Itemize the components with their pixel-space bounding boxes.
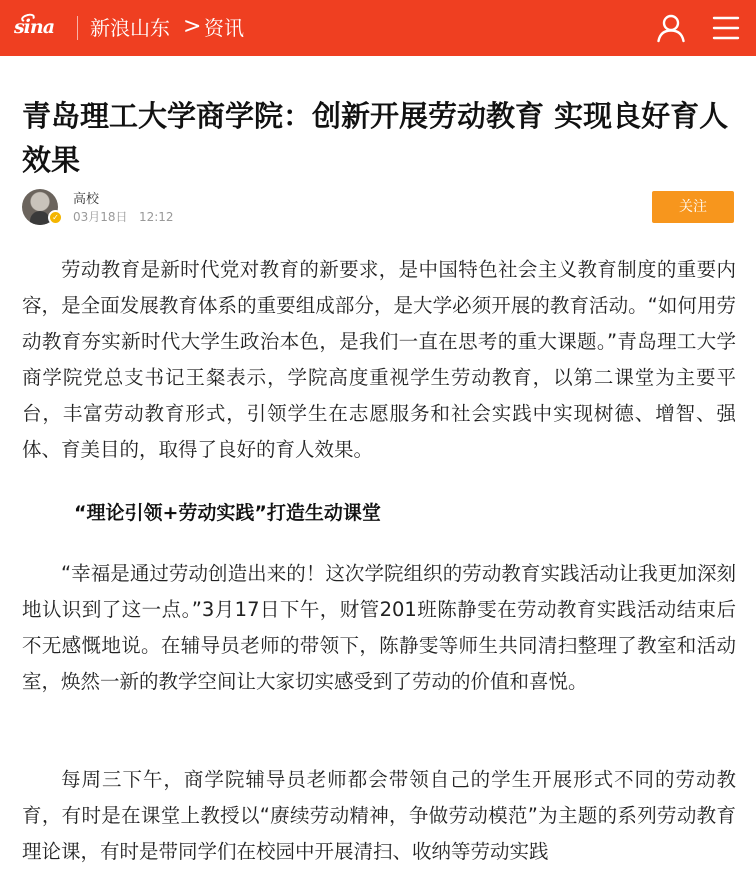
user-icon[interactable] <box>656 13 686 43</box>
logo-text: sina <box>13 16 55 38</box>
article-paragraph: 每周三下午，商学院辅导员老师都会带领自己的学生开展形式不同的劳动教育，有时是在课堂上教授以“赓续劳动精神，争做劳动模范”为主题的系列劳动教育理论课，有时是带同学们在校园中开展清扫、收纳等劳动实践 <box>22 768 736 863</box>
article-title: 青岛理工大学商学院：创新开展劳动教育 实现良好育人效果 <box>22 99 729 177</box>
breadcrumb-separator: > <box>183 14 202 39</box>
article-paragraph: 劳动教育是新时代党对教育的新要求，是中国特色社会主义教育制度的重要内容，是全面发展教育体系的重要组成部分，是大学必须开展的教育活动。“如何用劳动教育夯实新时代大学生政治本色，是我们一直在思考的重大课题。”青岛理工大学商学院党总支书记王粲表示，学院高度重视学生劳动教育，以第二课堂为主要平台，丰富劳动教育形式，引领学生在志愿服务和社会实践中实现树德、增智、强体、育美目的，取得了良好的育人效果。 <box>22 258 736 461</box>
header-divider <box>77 16 78 40</box>
follow-button[interactable]: 关注 <box>652 191 734 223</box>
sina-logo[interactable] <box>14 12 54 42</box>
publish-time: 03月18日 12:12 <box>73 210 174 224</box>
author-name[interactable]: 高校 <box>73 192 100 207</box>
article-subheading: “理论引领+劳动实践”打造生动课堂 <box>74 502 381 524</box>
verified-badge-icon: ✓ <box>48 210 63 225</box>
breadcrumb-section[interactable]: 资讯 <box>204 16 244 40</box>
menu-icon[interactable] <box>712 14 740 42</box>
article-paragraph: “幸福是通过劳动创造出来的！这次学院组织的劳动教育实践活动让我更加深刻地认识到了这一点。”3月17日下午，财管201班陈静雯在劳动教育实践活动结束后不无感慨地说。在辅导员老师的带领下，陈静雯等师生共同清扫整理了教室和活动室，焕然一新的教学空间让大家切实感受到了劳动的价值和喜悦。 <box>22 562 736 693</box>
top-navigation-bar <box>0 0 756 56</box>
breadcrumb-site[interactable]: 新浪山东 <box>90 16 170 40</box>
